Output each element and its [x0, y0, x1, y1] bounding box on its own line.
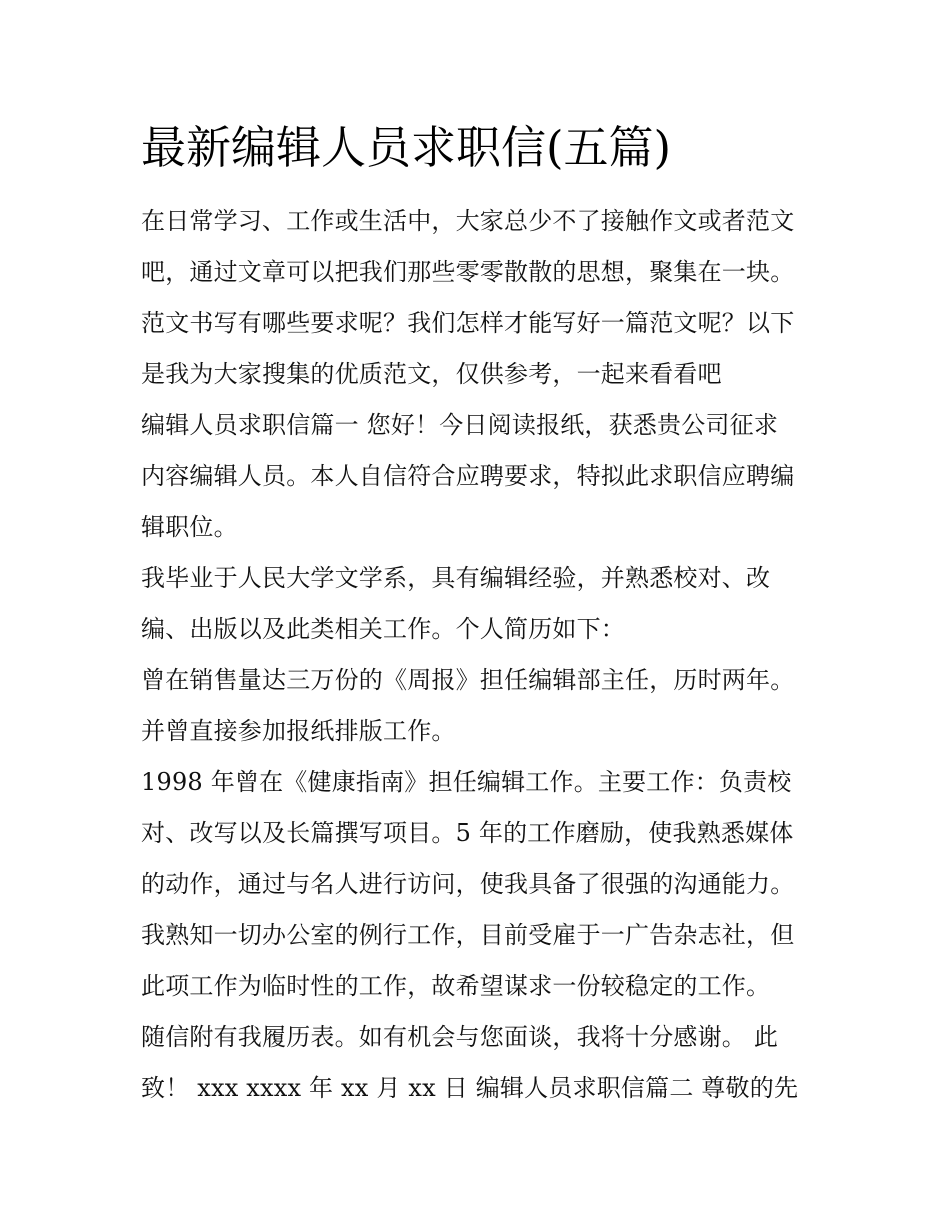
body-line: 是我为大家搜集的优质范文，仅供参考，一起来看看吧: [141, 360, 722, 388]
body-line: 1998 年曾在《健康指南》担任编辑工作。主要工作：负责校: [141, 768, 792, 796]
body-line: 吧，通过文章可以把我们那些零零散散的思想，聚集在一块。: [141, 258, 795, 286]
body-line: 的动作，通过与名人进行访问，使我具备了很强的沟通能力。: [141, 870, 795, 898]
body-line: 并曾直接参加报纸排版工作。: [141, 717, 456, 745]
body-line: 在日常学习、工作或生活中，大家总少不了接触作文或者范文: [141, 207, 795, 235]
body-line: 编、出版以及此类相关工作。个人简历如下：: [141, 615, 625, 643]
body-line: 此项工作为临时性的工作，故希望谋求一份较稳定的工作。: [141, 972, 771, 1000]
body-line: 曾在销售量达三万份的《周报》担任编辑部主任，历时两年。: [141, 666, 795, 694]
body-line: 内容编辑人员。本人自信符合应聘要求，特拟此求职信应聘编: [141, 462, 795, 490]
body-line: 编辑人员求职信篇一 您好！今日阅读报纸，获悉贵公司征求: [141, 411, 779, 439]
body-line: 我熟知一切办公室的例行工作，目前受雇于一广告杂志社，但: [141, 921, 795, 949]
document-body: [141, 196, 821, 1114]
body-line: 随信附有我履历表。如有机会与您面谈，我将十分感谢。 此: [141, 1023, 779, 1051]
body-line: 对、改写以及长篇撰写项目。5 年的工作磨励，使我熟悉媒体: [141, 819, 794, 847]
body-line: 我毕业于人民大学文学系，具有编辑经验，并熟悉校对、改: [141, 564, 771, 592]
body-line: 范文书写有哪些要求呢？我们怎样才能写好一篇范文呢？以下: [141, 309, 795, 337]
body-line: 致！ xxx xxxx 年 xx 月 xx 日 编辑人员求职信篇二 尊敬的先: [141, 1074, 799, 1102]
document-title: 最新编辑人员求职信(五篇): [141, 121, 672, 174]
body-line: 辑职位。: [141, 513, 238, 541]
